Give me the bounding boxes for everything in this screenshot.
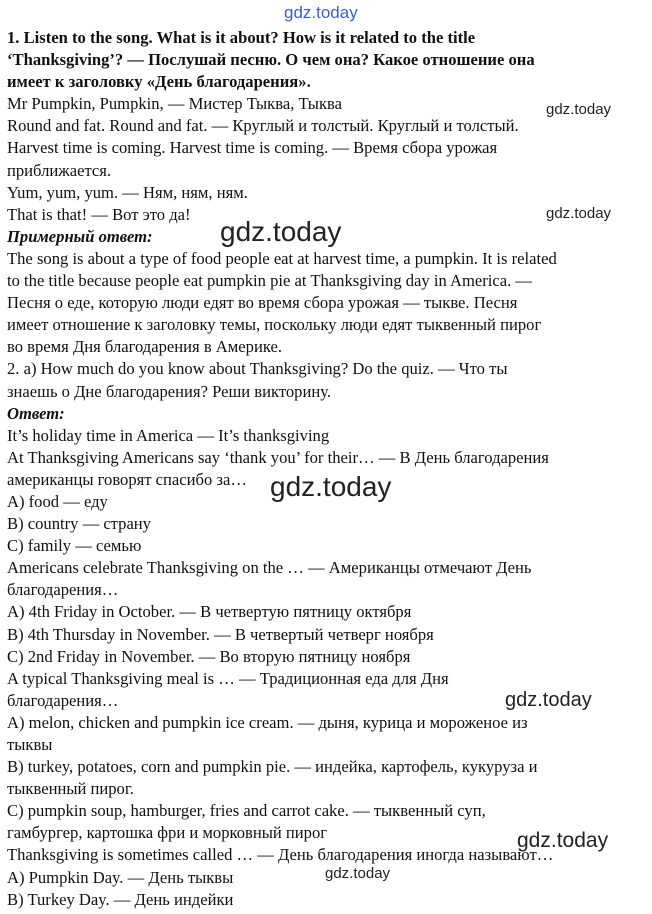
watermark: gdz.today	[325, 865, 391, 882]
text-line: B) turkey, potatoes, corn and pumpkin pie. — индейка, картофель, кукуруза и	[7, 757, 538, 777]
text-line: B) Turkey Day. — День индейки	[7, 889, 234, 909]
watermark-top: gdz.today	[284, 3, 358, 22]
text-line: A) melon, chicken and pumpkin ice cream. — дыня, курица и мороженое из	[7, 712, 528, 732]
text-line: приближается.	[7, 160, 112, 180]
text-line: A) Pumpkin Day. — День тыквы	[7, 867, 234, 887]
text-line: Round and fat. Round and fat. — Круглый и толстый. Круглый и толстый.	[7, 116, 519, 136]
text-line: имеет к заголовку «День благодарения».	[7, 72, 311, 92]
text-line: имеет отношение к заголовку темы, поскольку люди едят тыквенный пирог	[7, 315, 542, 335]
watermark: gdz.today	[505, 689, 592, 711]
text-line: C) 2nd Friday in November. — Во вторую пятницу ноября	[7, 646, 411, 666]
text-line: C) family — семью	[7, 536, 142, 556]
text-line: Песня о еде, которую люди едят во время сбора урожая — тыкве. Песня	[7, 293, 518, 313]
watermark: gdz.today	[546, 101, 612, 118]
text-line: знаешь о Дне благодарения? Реши викторину.	[7, 381, 331, 401]
text-line: 2. a) How much do you know about Thanksgiving? Do the quiz. — Что ты	[7, 359, 508, 379]
text-line: Yum, yum, yum. — Ням, ням, ням.	[7, 182, 248, 202]
text-line: That is that! — Вот это да!	[7, 204, 191, 224]
text-line: B) 4th Thursday in November. — В четвертый четверг ноября	[7, 624, 434, 644]
text-line: It’s holiday time in America — It’s thanksgiving	[7, 425, 330, 445]
text-line: 1. Listen to the song. What is it about? How is it related to the title	[7, 28, 476, 47]
answer-heading: Ответ:	[7, 403, 65, 423]
text-line: B) country — страну	[7, 514, 151, 534]
text-line: The song is about a type of food people eat at harvest time, a pumpkin. It is related	[7, 248, 557, 268]
text-line: Harvest time is coming. Harvest time is coming. — Время сбора урожая	[7, 138, 498, 158]
text-line: гамбургер, картошка фри и морковный пирог	[7, 823, 328, 843]
text-line: At Thanksgiving Americans say ‘thank you’ for their… — В День благодарения	[7, 447, 549, 467]
text-line: американцы говорят спасибо за…	[7, 469, 247, 489]
watermark: gdz.today	[220, 216, 342, 247]
answer-heading: Примерный ответ:	[7, 226, 153, 246]
document-body	[7, 27, 647, 911]
text-line: Mr Pumpkin, Pumpkin, — Мистер Тыква, Тыква	[7, 94, 342, 114]
text-line: тыквы	[7, 735, 53, 754]
text-line: благодарения…	[7, 690, 119, 710]
text-line: ‘Thanksgiving’? — Послушай песню. О чем она? Какое отношение она	[7, 50, 535, 70]
text-line: C) pumpkin soup, hamburger, fries and carrot cake. — тыквенный суп,	[7, 801, 486, 821]
watermark: gdz.today	[517, 829, 609, 852]
text-line: A) food — еду	[7, 491, 108, 511]
watermark: gdz.today	[546, 205, 612, 222]
text-line: Thanksgiving is sometimes called … — День благодарения иногда называют…	[7, 845, 554, 865]
text-line: благодарения…	[7, 580, 119, 600]
text-line: A) 4th Friday in October. — В четвертую пятницу октября	[7, 602, 412, 622]
text-line: Americans celebrate Thanksgiving on the … — Американцы отмечают День	[7, 558, 532, 578]
text-line: тыквенный пирог.	[7, 779, 134, 799]
text-line: A typical Thanksgiving meal is … — Традиционная еда для Дня	[7, 668, 449, 688]
text-line: to the title because people eat pumpkin pie at Thanksgiving day in America. —	[7, 271, 533, 291]
text-line: во время Дня благодарения в Америке.	[7, 337, 282, 357]
watermark: gdz.today	[270, 471, 392, 502]
